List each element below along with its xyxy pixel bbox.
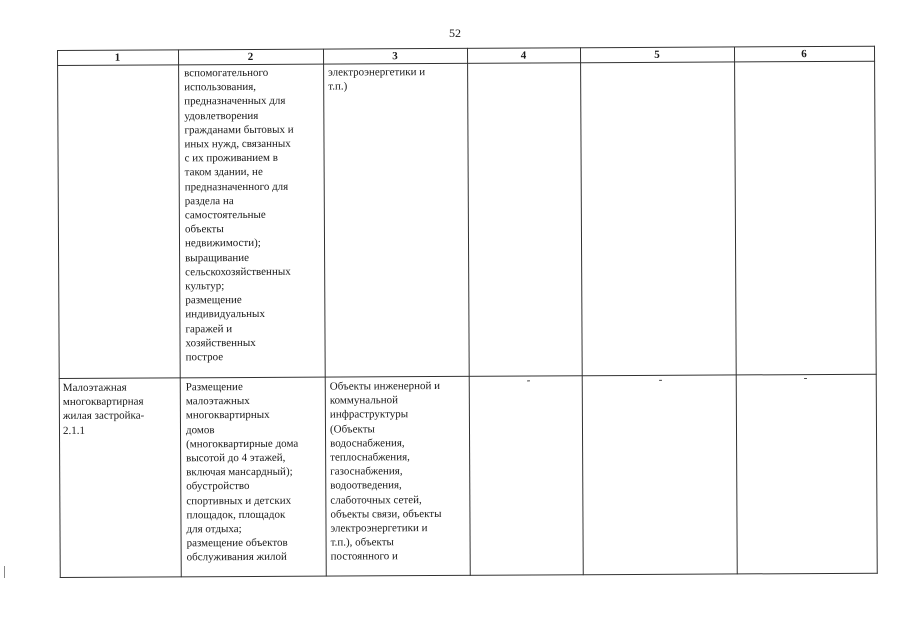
zoning-table [57, 46, 878, 578]
row2-col6-dash: - [803, 372, 808, 385]
row2-zone-name: Малоэтажная многоквартирная жилая застройка- 2.1.1 [62, 381, 145, 437]
header-col-6: 6 [801, 48, 807, 61]
row2-auxiliary-use-text: Объекты инженерной и коммунальной инфраструктуры (Объекты водоснабжения, теплоснабжения, газоснабжения, водоотведения, слаботочных сетей, объекты связи, объекты электроэнергетики и т.п.), объекты постоянного и [329, 379, 442, 564]
header-col-5: 5 [654, 48, 660, 61]
header-col-4: 4 [520, 49, 527, 62]
col-border-7 [874, 46, 878, 574]
row1-auxiliary-use-text: электроэнергетики и т.п.) [328, 66, 426, 93]
col-border-6 [734, 46, 738, 574]
row2-col5-dash: - [658, 373, 663, 386]
col-border-5 [580, 47, 584, 575]
header-col-2: 2 [247, 50, 254, 64]
header-col-3: 3 [392, 50, 398, 63]
col-border-1 [57, 50, 61, 578]
page-number: 52 [449, 26, 461, 40]
col-border-2 [178, 49, 182, 577]
row2-permitted-use-text: Размещение малоэтажных многоквартирных домов (многоквартирные дома высотой до 4 этажей, включая мансардный); обустройство спортивных и детских площадок, площадок для отдыха; размещение объектов обслуживания жилой [185, 381, 299, 564]
scan-margin-mark [4, 566, 5, 578]
row1-permitted-use-text: вспомогательного использования, предназначенных для удовлетворения гражданами бытовых и иных нужд, связанных с их проживанием в таком здании, не предназначенного для раздела на самостоятельные объекты недвижимости); выращивание сельскохозяйственных культур; размещение индивидуальных гаражей и хозяйственных построе [184, 66, 294, 364]
row2-col4-dash: - [526, 374, 531, 387]
header-col-1: 1 [114, 51, 121, 64]
